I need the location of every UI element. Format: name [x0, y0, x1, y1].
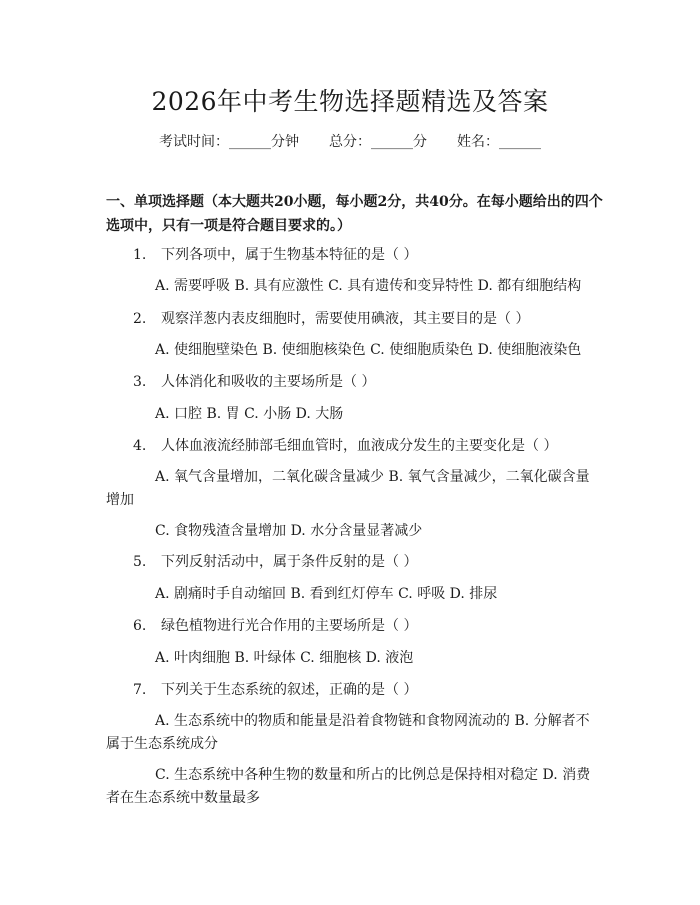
- question-5-options: A. 剧痛时手自动缩回 B. 看到红灯停车 C. 呼吸 D. 排尿: [155, 586, 498, 602]
- question-stem: 人体消化和吸收的主要场所是（ ）: [161, 374, 376, 390]
- question-4-options-line-1: A. 氧气含量增加，二氧化碳含量减少 B. 氧气含量减少，二氧化碳含量: [155, 469, 590, 485]
- total-score-label: 总分：______分: [329, 134, 427, 150]
- question-stem: 人体血液流经肺部毛细血管时，血液成分发生的主要变化是（ ）: [161, 438, 558, 454]
- question-stem: 绿色植物进行光合作用的主要场所是（ ）: [161, 618, 418, 634]
- question-1-options: A. 需要呼吸 B. 具有应激性 C. 具有遗传和变异特性 D. 都有细胞结构: [155, 278, 582, 294]
- question-7-options-line-4: 者在生态系统中数量最多: [106, 790, 260, 806]
- question-4-options-line-3: C. 食物残渣含量增加 D. 水分含量显著减少: [155, 523, 423, 539]
- question-number: 5.: [133, 554, 147, 570]
- question-1: [133, 245, 417, 265]
- question-number: 1.: [133, 247, 147, 263]
- question-stem: 下列各项中，属于生物基本特征的是（ ）: [161, 247, 418, 263]
- question-number: 4.: [133, 438, 147, 454]
- question-stem: 观察洋葱内表皮细胞时，需要使用碘液，其主要目的是（ ）: [161, 311, 530, 327]
- question-number: 2.: [133, 311, 147, 327]
- question-number: 7.: [133, 682, 147, 698]
- exam-meta: [0, 131, 700, 151]
- question-number: 3.: [133, 374, 147, 390]
- question-7-options-line-2: 属于生态系统成分: [106, 736, 218, 752]
- question-2: [133, 309, 529, 329]
- question-7-options-line-1: A. 生态系统中的物质和能量是沿着食物链和食物网流动的 B. 分解者不: [155, 713, 590, 729]
- question-3: [133, 372, 375, 392]
- student-name-label: 姓名：______: [457, 134, 541, 150]
- question-7-options-line-3: C. 生态系统中各种生物的数量和所占的比例总是保持相对稳定 D. 消费: [155, 767, 591, 783]
- question-6: [133, 616, 417, 636]
- question-3-options: A. 口腔 B. 胃 C. 小肠 D. 大肠: [155, 406, 344, 422]
- question-stem: 下列关于生态系统的叙述，正确的是（ ）: [161, 682, 418, 698]
- question-7: [133, 680, 417, 700]
- exam-time-label: 考试时间：______分钟: [159, 134, 299, 150]
- section-heading: 一、单项选择题（本大题共20小题，每小题2分，共40分。在每小题给出的四个选项中，只有一项是符合题目要求的。）: [106, 194, 603, 234]
- page-title: 2026年中考生物选择题精选及答案: [151, 87, 549, 116]
- question-stem: 下列反射活动中，属于条件反射的是（ ）: [161, 554, 418, 570]
- question-2-options: A. 使细胞壁染色 B. 使细胞核染色 C. 使细胞质染色 D. 使细胞液染色: [155, 342, 582, 358]
- question-6-options: A. 叶肉细胞 B. 叶绿体 C. 细胞核 D. 液泡: [155, 650, 414, 666]
- question-5: [133, 552, 417, 572]
- question-4: [133, 436, 557, 456]
- question-number: 6.: [133, 618, 147, 634]
- question-4-options-line-2: 增加: [106, 492, 134, 508]
